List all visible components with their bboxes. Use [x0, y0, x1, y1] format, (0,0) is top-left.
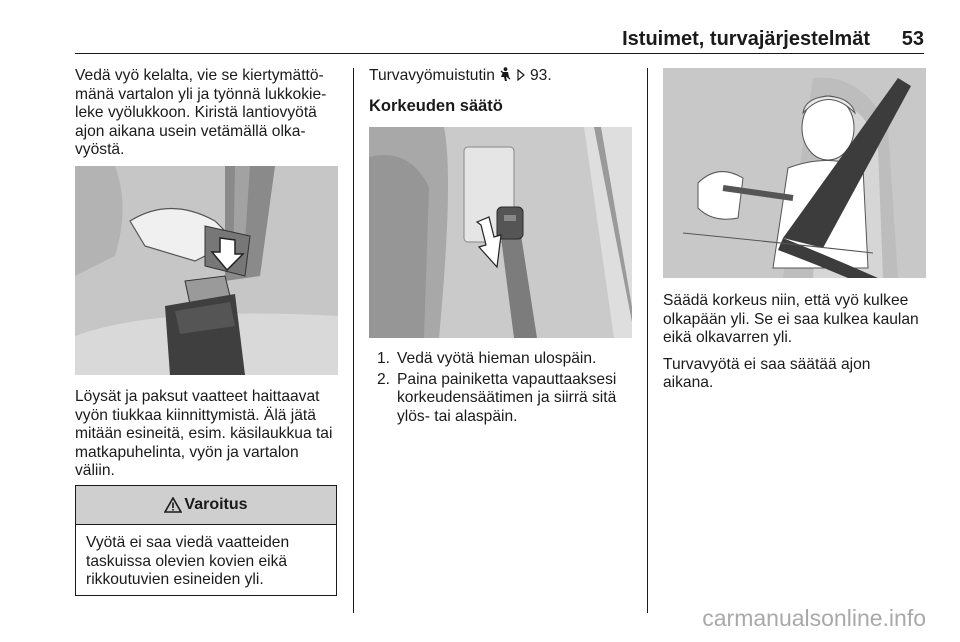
- warning-box: [75, 485, 337, 596]
- clothing-line: vyön tiukkaa kiinnittymistä. Älä jätä: [75, 406, 316, 424]
- no-adjust-line: aikana.: [663, 374, 714, 392]
- step-line: Paina painiketta vapauttaaksesi: [397, 370, 617, 388]
- page-header-title: Istuimet, turvajärjestelmät: [622, 28, 870, 50]
- column-divider-right: [647, 68, 648, 613]
- warning-line: rikkoutuvien esineiden yli.: [86, 571, 264, 589]
- warning-triangle-icon: [164, 497, 182, 513]
- column-1-clothing-note: [75, 388, 345, 481]
- buckle-illustration: [75, 166, 338, 375]
- warning-line: taskuissa olevien kovien eikä: [86, 552, 288, 570]
- step-line: korkeudensäätimen ja siirrä sitä: [397, 389, 617, 407]
- intro-line: leke vyölukkoon. Kiristä lantiovyötä: [75, 104, 317, 122]
- step-number: 1.: [377, 350, 391, 367]
- clothing-line: Löysät ja paksut vaatteet haittaavat: [75, 388, 320, 405]
- page-reference-arrow-icon: [516, 68, 526, 80]
- clothing-line: väliin.: [75, 462, 115, 480]
- height-adjust-steps: [375, 350, 640, 426]
- warning-body: [76, 525, 336, 599]
- intro-line: mänä vartalon yli ja työnnä lukkokie-: [75, 85, 327, 103]
- step-item: [375, 371, 640, 427]
- step-line: Vedä vyötä hieman ulospäin.: [397, 350, 597, 367]
- step-number: 2.: [377, 370, 391, 388]
- routing-line: Säädä korkeus niin, että vyö kulkee: [663, 292, 909, 309]
- header-rule: [75, 53, 924, 54]
- intro-line: vyöstä.: [75, 141, 125, 159]
- clothing-line: mitään esineitä, esim. käsilaukkua tai: [75, 425, 333, 443]
- warning-line: Vyötä ei saa viedä vaatteiden: [86, 534, 290, 551]
- height-adjust-heading: Korkeuden säätö: [369, 97, 503, 115]
- warning-title: Varoitus: [184, 496, 248, 513]
- page-number: 53: [901, 28, 924, 50]
- routing-line: olkapään yli. Se ei saa kulkea kaulan: [663, 310, 919, 328]
- column-3-text: [663, 292, 933, 393]
- no-adjust-line: Turvavyötä ei saa säätää ajon: [663, 355, 871, 373]
- column-1-intro: [75, 67, 345, 160]
- steps-list: [375, 350, 640, 426]
- seatbelt-icon: [499, 67, 511, 82]
- column-2-reminder: [369, 67, 639, 86]
- intro-line: Vedä vyö kelalta, vie se kiertymättö-: [75, 67, 324, 84]
- step-item: [375, 350, 640, 369]
- step-line: ylös- tai alaspäin.: [397, 407, 518, 425]
- belt-routing-illustration: [663, 68, 926, 278]
- column-divider-left: [353, 68, 354, 613]
- reminder-line: [369, 67, 639, 86]
- footer-watermark: carmanualsonline.info: [702, 605, 926, 631]
- reminder-text: Turvavyömuistutin: [369, 67, 495, 84]
- height-adjuster-illustration: [369, 127, 632, 338]
- reminder-page-ref: 93.: [529, 67, 552, 84]
- routing-line: eikä olkavarren yli.: [663, 329, 793, 347]
- intro-line: ajon aikana usein vetämällä olka-: [75, 122, 306, 140]
- clothing-line: matkapuhelinta, vyön ja vartalon: [75, 443, 299, 461]
- warning-header: [76, 486, 336, 525]
